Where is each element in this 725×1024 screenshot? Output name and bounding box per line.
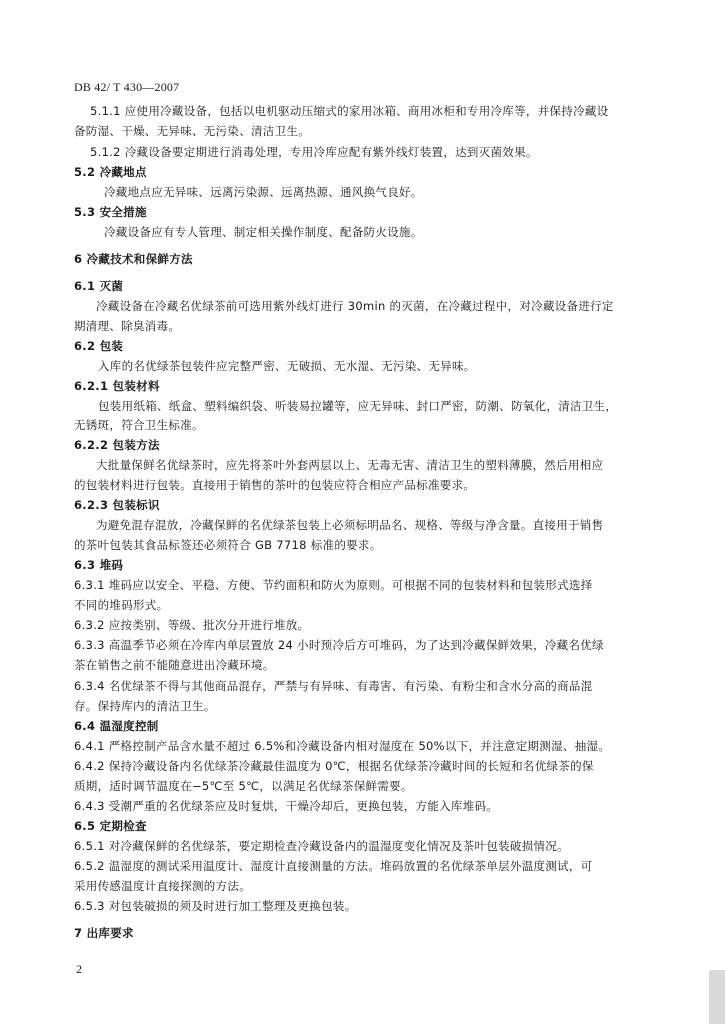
section-heading: 5.2 冷藏地点: [74, 165, 147, 179]
text-line: 6.5.1 对冷藏保鲜的名优绿茶，要定期检查冷藏设备内的温湿度变化情况及茶叶包装破损情况。: [74, 839, 569, 853]
text-line: 质期，适时调节温度在−5℃至 5℃，以满足名优绿茶保鲜需要。: [74, 779, 413, 793]
text-line: 5.1.1 应使用冷藏设备，包括以电机驱动压缩式的家用冰箱、商用冰柜和专用冷库等，并保持冷藏设: [90, 104, 609, 118]
section-heading: 6.2.1 包装材料: [74, 379, 160, 393]
text-line: 备防湿、干燥、无异味、无污染、清洁卫生。: [74, 124, 310, 138]
text-line: 为避免混存混放，冷藏保鲜的名优绿茶包装上必须标明品名、规格、等级与净含量。直接用于销售: [96, 518, 604, 532]
section-heading: 6.2.2 包装方法: [74, 438, 160, 452]
text-line: 入库的名优绿茶包装件应完整严密、无破损、无水湿、无污染、无异味。: [98, 359, 476, 373]
scan-edge: [709, 970, 725, 1024]
text-line: 6.3.1 堆码应以安全、平稳、方便、节约面积和防火为原则。可根据不同的包装材料和包装形式选择: [74, 578, 593, 592]
text-line: 6.3.4 名优绿茶不得与其他商品混存，严禁与有异味、有毒害、有污染、有粉尘和含水分高的商品混: [74, 679, 593, 693]
section-heading: 6.5 定期检查: [74, 819, 147, 833]
page-number: 2: [76, 962, 82, 976]
text-line: 冷藏设备在冷藏名优绿茶前可选用紫外线灯进行 30min 的灭菌，在冷藏过程中，对冷藏设备进行定: [96, 299, 614, 313]
text-line: 大批量保鲜名优绿茶时，应先将茶叶外套两层以上、无毒无害、清洁卫生的塑料薄膜，然后用相应: [96, 458, 604, 472]
section-heading: 6.3 堆码: [74, 558, 124, 572]
text-line: 包装用纸箱、纸盒、塑料编织袋、听装易拉罐等，应无异味、封口严密，防潮、防氧化，清洁卫生，: [98, 399, 618, 413]
text-line: 冷藏地点应无异味、远离污染源、远离热源、通风换气良好。: [104, 185, 423, 199]
text-line: 无锈斑，符合卫生标准。: [74, 418, 204, 432]
document-code: DB 42/ T 430—2007: [74, 80, 180, 94]
text-line: 存。保持库内的清洁卫生。: [74, 699, 216, 713]
section-heading: 6.4 温湿度控制: [74, 719, 159, 733]
section-heading: 6.1 灭菌: [74, 279, 124, 293]
text-line: 6.4.1 严格控制产品含水量不超过 6.5%和冷藏设备内相对湿度在 50%以下，并注意定期测湿、抽湿。: [74, 739, 611, 753]
text-line: 期清理、除臭消毒。: [74, 319, 181, 333]
chapter-heading: 6 冷藏技术和保鲜方法: [74, 252, 193, 266]
chapter-heading: 7 出库要求: [74, 926, 134, 940]
text-line: 的茶叶包装其食品标签还必须符合 GB 7718 标准的要求。: [74, 538, 382, 552]
section-heading: 6.2.3 包装标识: [74, 498, 160, 512]
text-line: 6.3.2 应按类别、等级、批次分开进行堆放。: [74, 618, 310, 632]
text-line: 采用传感温度计直接探测的方法。: [74, 879, 251, 893]
text-line: 6.5.2 温湿度的测试采用温度计、湿度计直接测量的方法。堆码放置的名优绿茶单层外温度测试，可: [74, 859, 593, 873]
text-line: 茶在销售之前不能随意进出冷藏环境。: [74, 658, 275, 672]
text-line: 不同的堆码形式。: [74, 598, 169, 612]
text-line: 冷藏设备应有专人管理、制定相关操作制度、配备防火设施。: [104, 225, 423, 239]
section-heading: 5.3 安全措施: [74, 205, 147, 219]
section-heading: 6.2 包装: [74, 339, 124, 353]
text-line: 的包装材料进行包装。直接用于销售的茶叶的包装应符合相应产品标准要求。: [74, 478, 476, 492]
text-line: 6.3.3 高温季节必须在冷库内单层置放 24 小时预冷后方可堆码，为了达到冷藏保鲜效果，冷藏名优绿: [74, 638, 604, 652]
text-line: 6.4.2 保持冷藏设备内名优绿茶冷藏最佳温度为 0℃，根据名优绿茶冷藏时间的长短和名优绿茶的保: [74, 759, 594, 773]
text-line: 6.4.3 受潮严重的名优绿茶应及时复烘，干燥冷却后，更换包装，方能入库堆码。: [74, 799, 499, 813]
text-line: 5.1.2 冷藏设备要定期进行消毒处理，专用冷库应配有紫外线灯装置，达到灭菌效果。: [90, 145, 538, 159]
text-line: 6.5.3 对包装破损的须及时进行加工整理及更换包装。: [74, 899, 357, 913]
